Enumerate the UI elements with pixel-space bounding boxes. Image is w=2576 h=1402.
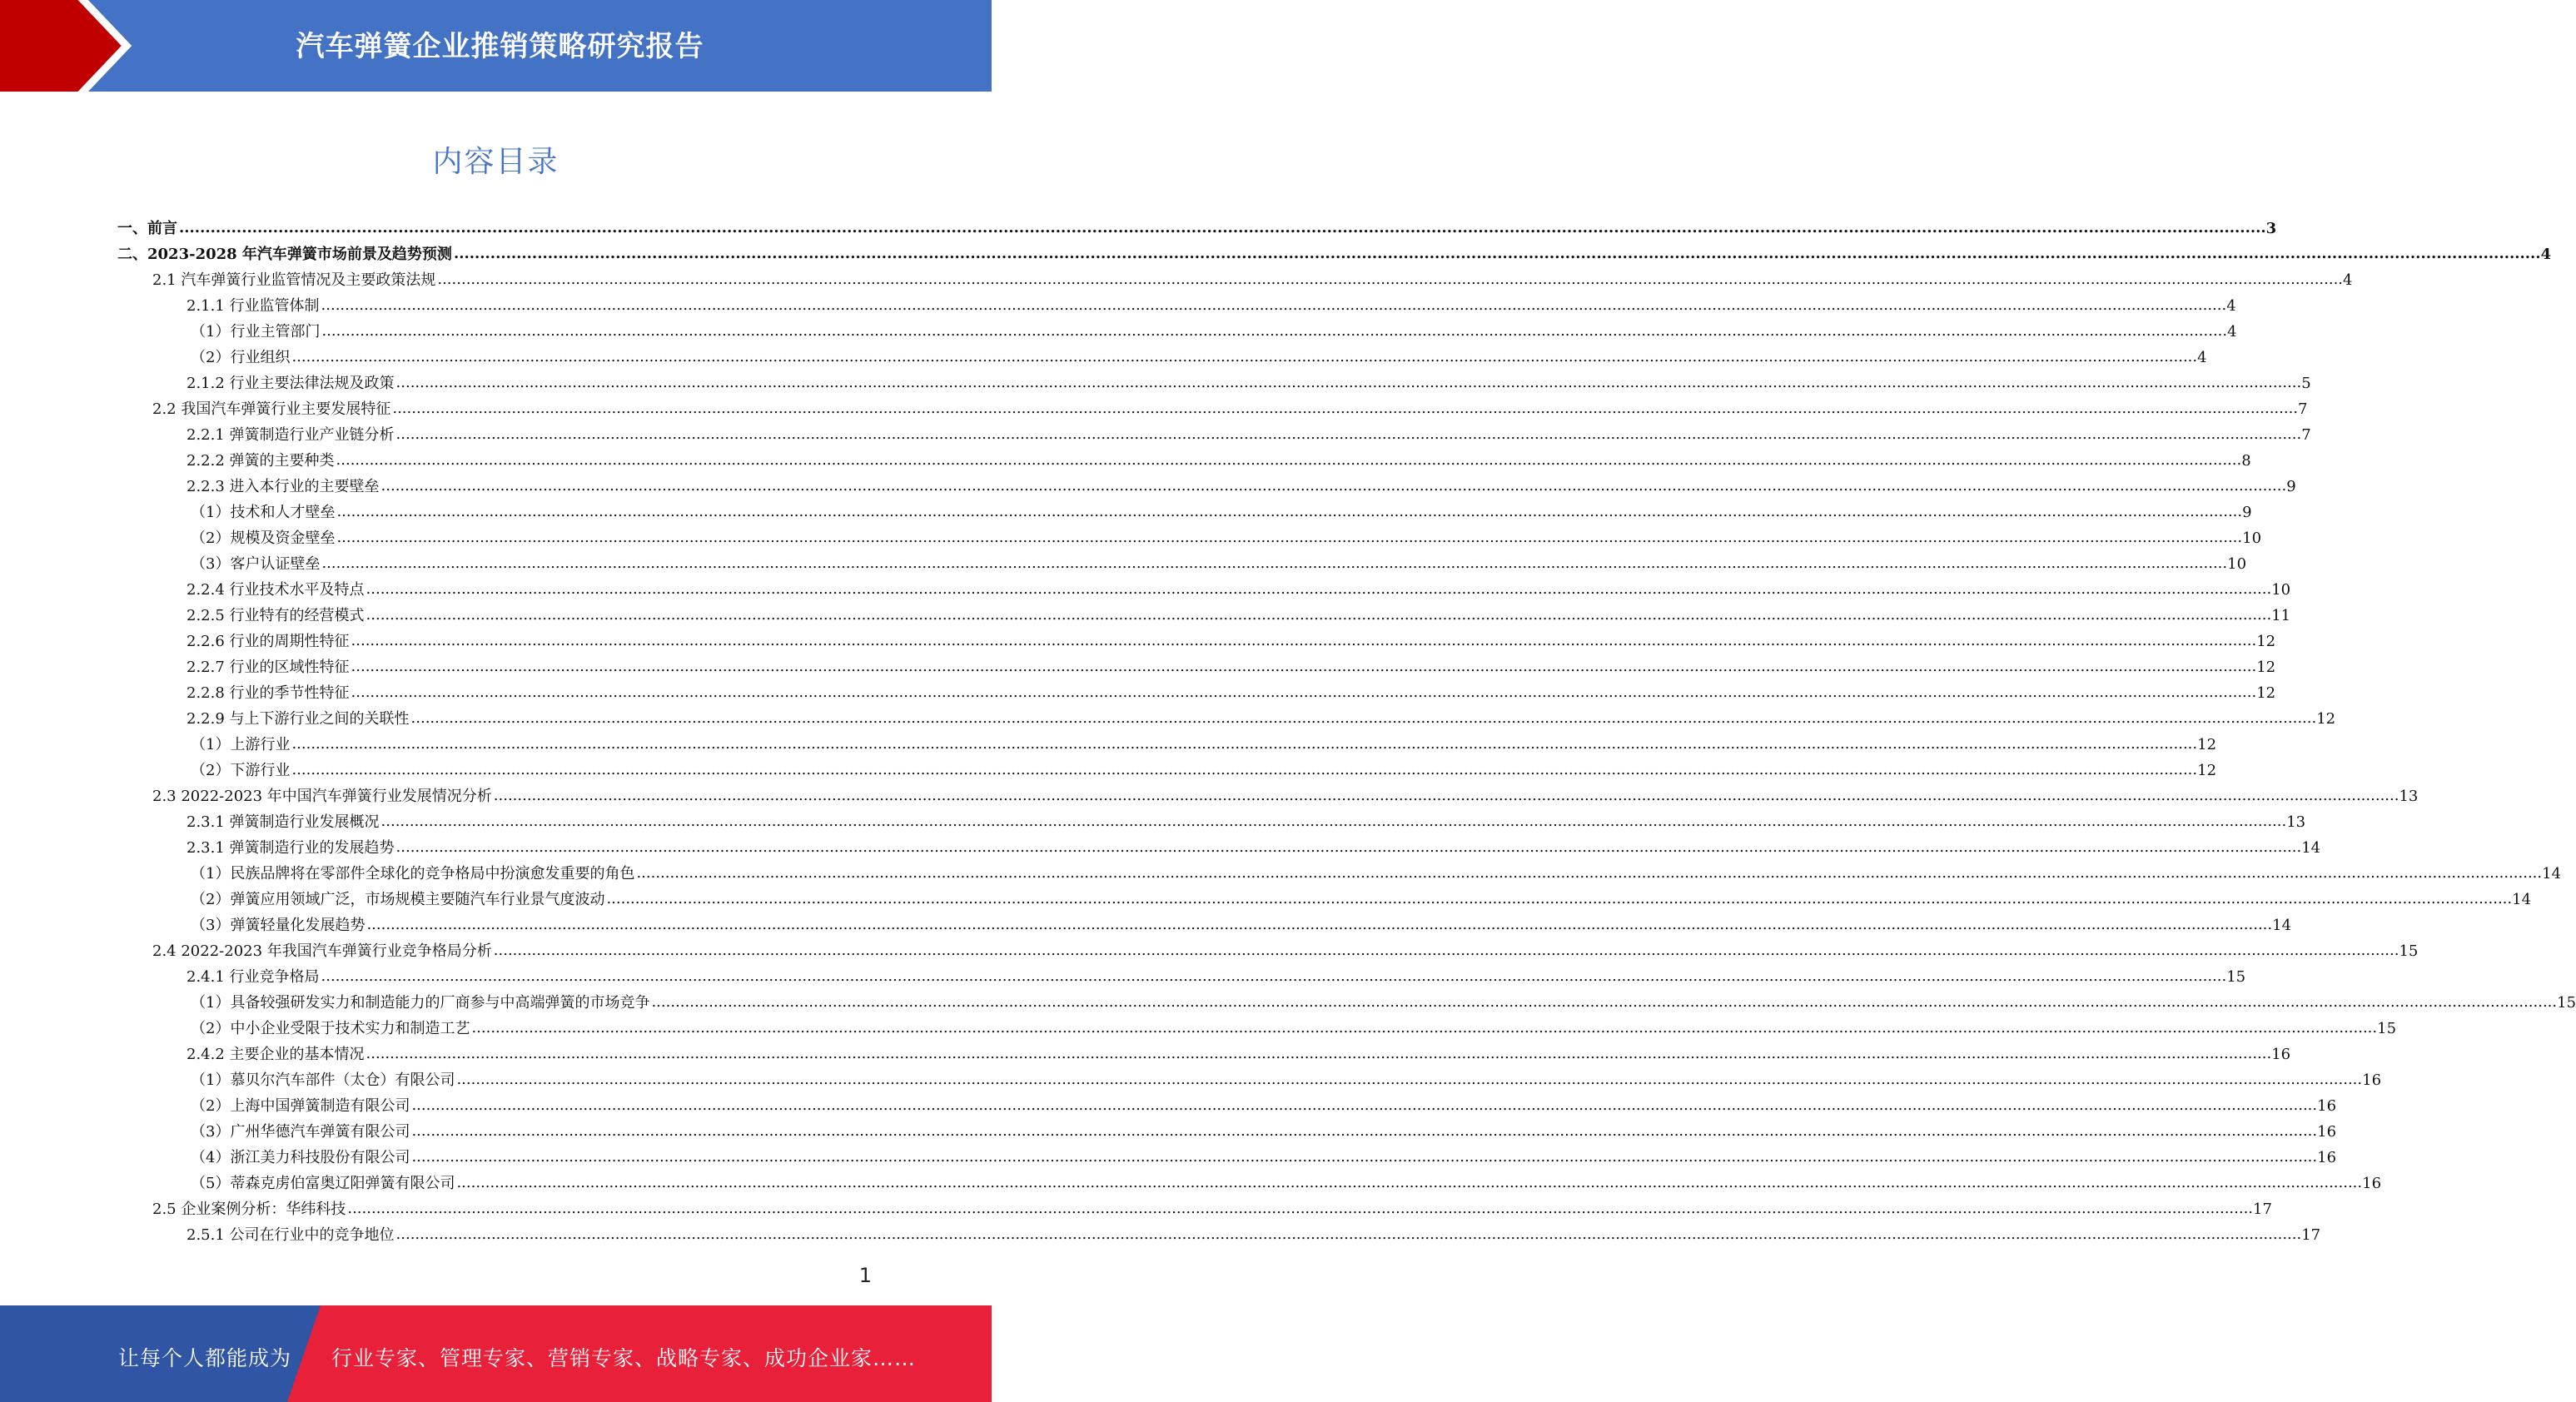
toc-leader-dots: ................................................................................................................................................................................................................................................................................................................................................................................................................ (291, 735, 2198, 753)
toc-leader-dots: ................................................................................................................................................................................................................................................................................................................................................................................................................ (453, 245, 2541, 262)
toc-entry-label: 2.2.8 行业的季节性特征 (186, 684, 350, 702)
toc-entry[interactable] (117, 470, 2296, 496)
toc-entry[interactable] (117, 1219, 2321, 1245)
toc-leader-dots: ................................................................................................................................................................................................................................................................................................................................................................................................................ (456, 1071, 2363, 1088)
toc-entry-label: 2.2.5 行业特有的经营模式 (186, 607, 365, 624)
toc-entry-page: 17 (2253, 1201, 2272, 1218)
toc-entry[interactable] (117, 728, 2217, 754)
toc-entry-page: 15 (2399, 942, 2419, 960)
toc-leader-dots: ................................................................................................................................................................................................................................................................................................................................................................................................................ (366, 606, 2272, 624)
toc-entry-label: （1）具备较强研发实力和制造能力的厂商参与中高端弹簧的市场竞争 (191, 994, 650, 1012)
toc-entry-label: （3）客户认证壁垒 (191, 555, 321, 573)
toc-leader-dots: ................................................................................................................................................................................................................................................................................................................................................................................................................ (366, 1045, 2272, 1062)
toc-entry-page: 15 (2377, 1020, 2397, 1037)
toc-leader-dots: ................................................................................................................................................................................................................................................................................................................................................................................................................ (321, 322, 2228, 340)
toc-entry[interactable] (117, 1193, 2272, 1219)
toc-entry[interactable] (117, 909, 2292, 935)
toc-entry-label: 2.2.1 弹簧制造行业产业链分析 (186, 426, 395, 444)
table-of-contents (117, 212, 2576, 1245)
toc-entry-label: 一、前言 (117, 220, 177, 237)
toc-leader-dots: ................................................................................................................................................................................................................................................................................................................................................................................................................ (493, 787, 2399, 804)
toc-entry[interactable] (117, 780, 2419, 806)
toc-entry[interactable] (117, 393, 2308, 419)
toc-entry[interactable] (117, 238, 2552, 264)
toc-entry[interactable] (117, 806, 2306, 832)
toc-entry-page: 16 (2271, 1046, 2291, 1063)
toc-entry-page: 9 (2242, 504, 2252, 521)
toc-entry-label: （3）弹簧轻量化发展趋势 (191, 917, 366, 934)
toc-leader-dots: ................................................................................................................................................................................................................................................................................................................................................................................................................ (493, 942, 2399, 959)
toc-leader-dots: ................................................................................................................................................................................................................................................................................................................................................................................................................ (411, 1122, 2318, 1140)
toc-entry-page: 4 (2226, 297, 2236, 315)
toc-entry-label: 2.1.1 行业监管体制 (186, 297, 320, 315)
toc-entry[interactable] (117, 574, 2291, 599)
toc-entry-label: 2.1.2 行业主要法律法规及政策 (186, 375, 395, 392)
toc-entry[interactable] (117, 677, 2276, 703)
toc-entry-label: （2）弹簧应用领域广泛，市场规模主要随汽车行业景气度波动 (191, 891, 605, 908)
toc-entry[interactable] (117, 987, 2576, 1012)
toc-leader-dots: ................................................................................................................................................................................................................................................................................................................................................................................................................ (395, 374, 2302, 391)
toc-entry[interactable] (117, 1064, 2382, 1090)
toc-entry-label: （5）蒂森克虏伯富奥辽阳弹簧有限公司 (191, 1175, 455, 1192)
toc-leader-dots: ................................................................................................................................................................................................................................................................................................................................................................................................................ (366, 580, 2272, 598)
toc-entry[interactable] (117, 367, 2311, 393)
toc-leader-dots: ................................................................................................................................................................................................................................................................................................................................................................................................................ (291, 348, 2198, 365)
toc-entry-page: 4 (2227, 323, 2237, 341)
toc-entry[interactable] (117, 858, 2562, 883)
toc-entry-page: 12 (2197, 762, 2217, 779)
toc-entry-label: 2.2.4 行业技术水平及特点 (186, 581, 365, 599)
toc-entry-page: 14 (2301, 839, 2321, 857)
toc-entry-page: 15 (2557, 994, 2576, 1012)
toc-leader-dots: ................................................................................................................................................................................................................................................................................................................................................................................................................ (437, 271, 2344, 288)
toc-leader-dots: ................................................................................................................................................................................................................................................................................................................................................................................................................ (321, 296, 2227, 314)
toc-leader-dots: ................................................................................................................................................................................................................................................................................................................................................................................................................ (351, 632, 2257, 649)
toc-entry-label: （2）下游行业 (191, 762, 291, 779)
toc-entry-label: 2.4.2 主要企业的基本情况 (186, 1046, 365, 1063)
toc-entry-page: 10 (2242, 529, 2262, 547)
toc-entry-page: 16 (2317, 1149, 2337, 1166)
toc-entry-page: 4 (2540, 246, 2552, 263)
toc-leader-dots: ................................................................................................................................................................................................................................................................................................................................................................................................................ (336, 503, 2243, 520)
toc-entry-label: 2.2.3 进入本行业的主要壁垒 (186, 478, 380, 495)
toc-entry[interactable] (117, 290, 2236, 316)
toc-entry-page: 7 (2301, 426, 2311, 444)
toc-leader-dots: ................................................................................................................................................................................................................................................................................................................................................................................................................ (347, 1200, 2254, 1217)
toc-leader-dots: ................................................................................................................................................................................................................................................................................................................................................................................................................ (636, 864, 2543, 882)
toc-leader-dots: ................................................................................................................................................................................................................................................................................................................................................................................................................ (606, 890, 2513, 907)
toc-leader-dots: ................................................................................................................................................................................................................................................................................................................................................................................................................ (471, 1019, 2378, 1037)
toc-entry-label: （1）民族品牌将在零部件全球化的竞争格局中扮演愈发重要的角色 (191, 865, 635, 882)
toc-entry[interactable] (117, 651, 2276, 677)
toc-entry-label: 2.5.1 公司在行业中的竞争地位 (186, 1226, 395, 1244)
toc-entry-page: 13 (2286, 813, 2306, 831)
toc-entry[interactable] (117, 935, 2419, 961)
toc-entry-label: 2.2.7 行业的区域性特征 (186, 659, 350, 676)
toc-entry[interactable] (117, 754, 2217, 780)
toc-leader-dots: ................................................................................................................................................................................................................................................................................................................................................................................................................ (395, 838, 2302, 856)
toc-leader-dots: ................................................................................................................................................................................................................................................................................................................................................................................................................ (366, 916, 2273, 933)
toc-entry[interactable] (117, 1038, 2291, 1064)
toc-entry-page: 16 (2317, 1097, 2337, 1115)
footer-slogan-right: 行业专家、管理专家、营销专家、战略专家、成功企业家…… (331, 1346, 917, 1370)
toc-entry-page: 12 (2256, 633, 2276, 650)
toc-entry[interactable] (117, 1167, 2382, 1193)
toc-entry[interactable] (117, 522, 2262, 548)
toc-entry[interactable] (117, 496, 2252, 522)
toc-entry[interactable] (117, 883, 2532, 909)
toc-entry-label: 2.3 2022-2023 年中国汽车弹簧行业发展情况分析 (152, 788, 492, 805)
toc-entry[interactable] (117, 1141, 2337, 1167)
toc-entry[interactable] (117, 548, 2247, 574)
toc-entry-page: 11 (2271, 607, 2291, 624)
toc-entry[interactable] (117, 445, 2251, 470)
toc-entry[interactable] (117, 419, 2311, 445)
toc-entry-label: 2.3.1 弹簧制造行业发展概况 (186, 813, 380, 831)
toc-leader-dots: ................................................................................................................................................................................................................................................................................................................................................................................................................ (392, 400, 2299, 417)
toc-entry-page: 12 (2256, 659, 2276, 676)
toc-leader-dots: ................................................................................................................................................................................................................................................................................................................................................................................................................ (336, 451, 2242, 469)
page-number: 1 (858, 1264, 872, 1287)
toc-leader-dots: ................................................................................................................................................................................................................................................................................................................................................................................................................ (411, 1148, 2318, 1166)
toc-entry[interactable] (117, 625, 2276, 651)
toc-entry-page: 14 (2272, 917, 2292, 934)
toc-entry-label: 2.5 企业案例分析：华纬科技 (152, 1201, 346, 1218)
toc-entry-label: （1）行业主管部门 (191, 323, 321, 341)
toc-entry-page: 7 (2298, 400, 2308, 418)
toc-leader-dots: ................................................................................................................................................................................................................................................................................................................................................................................................................ (456, 1174, 2363, 1191)
toc-leader-dots: ................................................................................................................................................................................................................................................................................................................................................................................................................ (380, 477, 2287, 495)
toc-entry[interactable] (117, 703, 2336, 728)
toc-entry-label: 2.4 2022-2023 年我国汽车弹簧行业竞争格局分析 (152, 942, 492, 960)
toc-leader-dots: ................................................................................................................................................................................................................................................................................................................................................................................................................ (395, 1226, 2302, 1243)
toc-entry-page: 5 (2301, 375, 2311, 392)
toc-entry-page: 14 (2512, 891, 2532, 908)
toc-entry-page: 17 (2301, 1226, 2321, 1244)
report-title: 汽车弹簧企业推销策略研究报告 (296, 30, 704, 63)
toc-leader-dots: ................................................................................................................................................................................................................................................................................................................................................................................................................ (321, 554, 2228, 572)
toc-leader-dots: ................................................................................................................................................................................................................................................................................................................................................................................................................ (410, 709, 2317, 727)
toc-entry-page: 9 (2286, 478, 2296, 495)
toc-leader-dots: ................................................................................................................................................................................................................................................................................................................................................................................................................ (179, 219, 2266, 236)
toc-entry-label: （2）规模及资金壁垒 (191, 529, 336, 547)
toc-entry-page: 16 (2362, 1071, 2382, 1089)
toc-entry[interactable] (117, 316, 2237, 341)
footer-band (0, 1305, 992, 1402)
toc-entry-page: 16 (2362, 1175, 2382, 1192)
toc-entry-label: （3）广州华德汽车弹簧有限公司 (191, 1123, 410, 1141)
toc-entry-label: （4）浙江美力科技股份有限公司 (191, 1149, 410, 1166)
toc-entry-page: 12 (2316, 710, 2336, 728)
toc-entry-page: 14 (2542, 865, 2562, 882)
toc-entry-page: 3 (2265, 220, 2277, 237)
toc-entry[interactable] (117, 1116, 2337, 1141)
toc-entry-page: 10 (2227, 555, 2247, 573)
toc-entry-label: （2）上海中国弹簧制造有限公司 (191, 1097, 410, 1115)
toc-entry-page: 12 (2197, 736, 2217, 753)
toc-entry-page: 13 (2399, 788, 2419, 805)
toc-entry[interactable] (117, 1090, 2337, 1116)
toc-entry[interactable] (117, 212, 2277, 238)
toc-entry-label: （2）中小企业受限于技术实力和制造工艺 (191, 1020, 470, 1037)
toc-entry[interactable] (117, 832, 2321, 858)
toc-entry-label: （1）慕贝尔汽车部件（太仓）有限公司 (191, 1071, 455, 1089)
toc-entry-label: 2.2.2 弹簧的主要种类 (186, 452, 335, 470)
toc-entry-label: （1）上游行业 (191, 736, 291, 753)
toc-heading: 内容目录 (432, 145, 559, 179)
toc-entry[interactable] (117, 264, 2353, 290)
header-band (0, 0, 992, 92)
toc-leader-dots: ................................................................................................................................................................................................................................................................................................................................................................................................................ (321, 967, 2227, 985)
toc-entry-label: 2.2.9 与上下游行业之间的关联性 (186, 710, 410, 728)
toc-entry-label: 2.4.1 行业竞争格局 (186, 968, 320, 986)
toc-entry-label: 2.2 我国汽车弹簧行业主要发展特征 (152, 400, 391, 418)
toc-entry-page: 16 (2317, 1123, 2337, 1141)
toc-leader-dots: ................................................................................................................................................................................................................................................................................................................................................................................................................ (395, 425, 2302, 443)
footer-slogan-left: 让每个人都能成为 (118, 1346, 292, 1370)
toc-entry[interactable] (117, 961, 2246, 987)
toc-entry-page: 4 (2197, 349, 2207, 366)
toc-entry-page: 10 (2271, 581, 2291, 599)
toc-entry-label: 2.2.6 行业的周期性特征 (186, 633, 350, 650)
toc-leader-dots: ................................................................................................................................................................................................................................................................................................................................................................................................................ (380, 813, 2287, 830)
toc-leader-dots: ................................................................................................................................................................................................................................................................................................................................................................................................................ (291, 761, 2198, 778)
toc-leader-dots: ................................................................................................................................................................................................................................................................................................................................................................................................................ (651, 993, 2558, 1011)
toc-leader-dots: ................................................................................................................................................................................................................................................................................................................................................................................................................ (351, 684, 2257, 701)
toc-entry-page: 15 (2226, 968, 2246, 986)
toc-entry-label: 2.1 汽车弹簧行业监管情况及主要政策法规 (152, 271, 436, 289)
toc-entry-page: 12 (2256, 684, 2276, 702)
toc-entry-label: 2.3.1 弹簧制造行业的发展趋势 (186, 839, 395, 857)
toc-entry-label: （1）技术和人才壁垒 (191, 504, 336, 521)
toc-entry-page: 4 (2343, 271, 2353, 289)
toc-leader-dots: ................................................................................................................................................................................................................................................................................................................................................................................................................ (411, 1096, 2318, 1114)
toc-entry-label: （2）行业组织 (191, 349, 291, 366)
toc-entry[interactable] (117, 1012, 2397, 1038)
toc-entry[interactable] (117, 599, 2291, 625)
toc-entry-label: 二、2023-2028 年汽车弹簧市场前景及趋势预测 (117, 246, 452, 263)
toc-entry-page: 8 (2241, 452, 2251, 470)
toc-leader-dots: ................................................................................................................................................................................................................................................................................................................................................................................................................ (336, 529, 2243, 546)
toc-leader-dots: ................................................................................................................................................................................................................................................................................................................................................................................................................ (351, 658, 2257, 675)
toc-entry[interactable] (117, 341, 2207, 367)
